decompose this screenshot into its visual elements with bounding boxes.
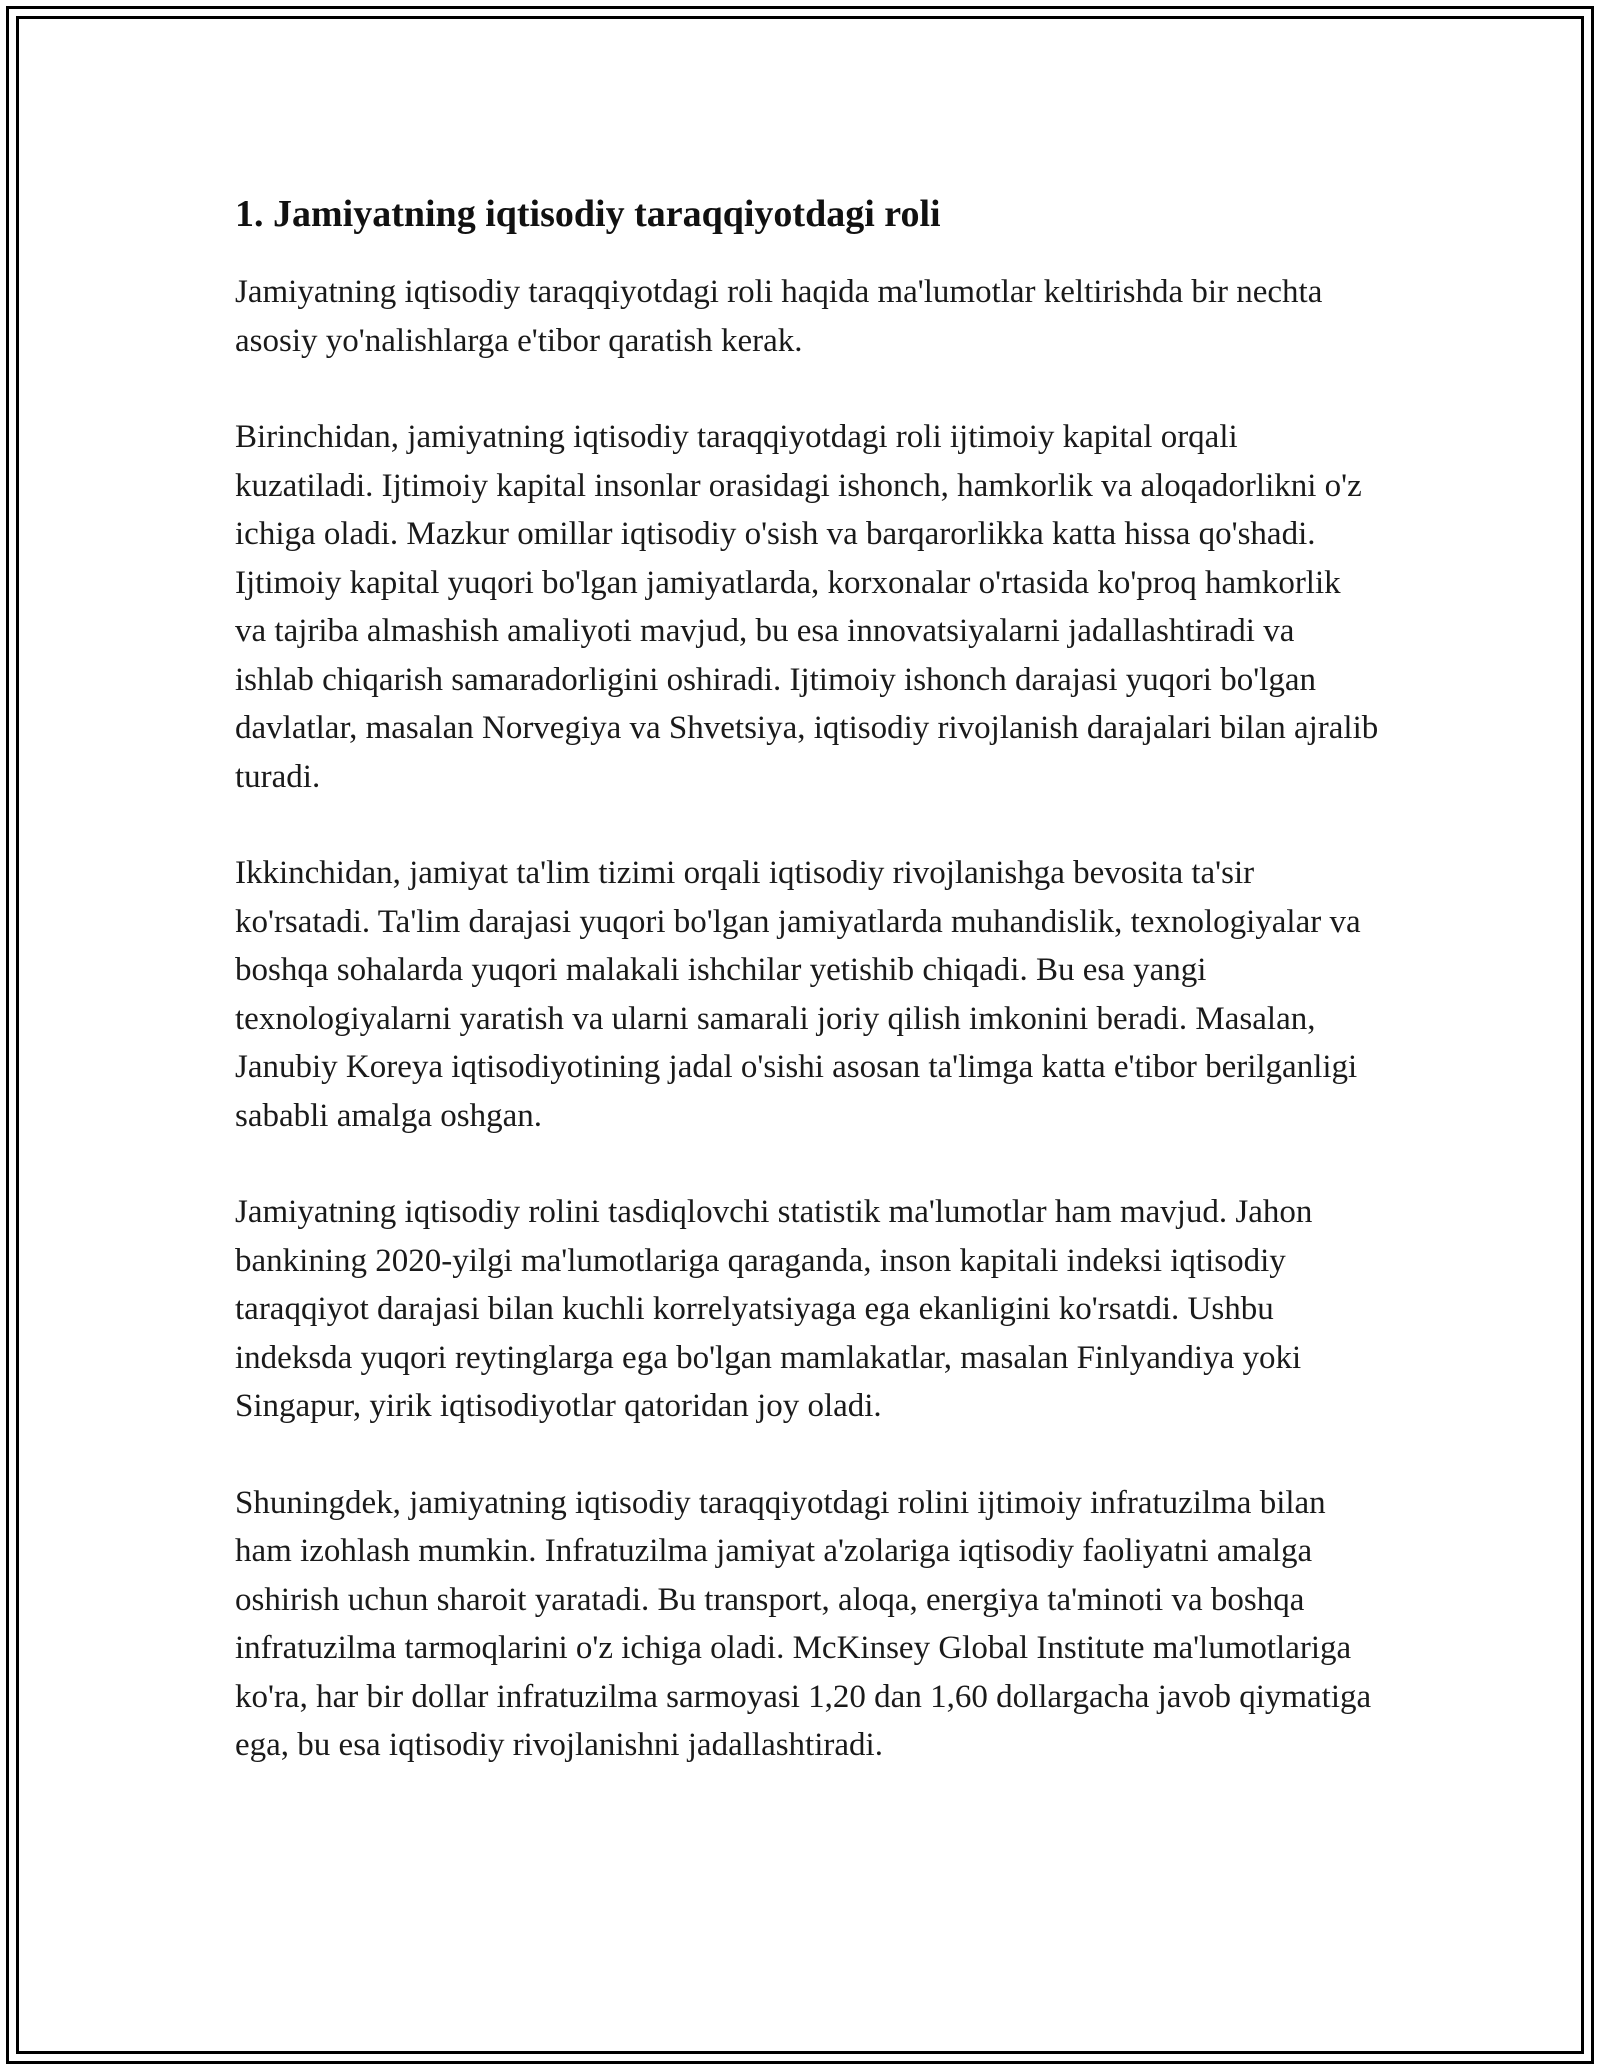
paragraph-infrastructure: Shuningdek, jamiyatning iqtisodiy taraqqiyotdagi rolini ijtimoiy infratuzilma bilan ham izohlash mumkin. Infratuzilma jamiyat a'zolariga iqtisodiy faoliyatni amalga oshirish uchun sharoit yaratadi. Bu transport, aloqa, energiya ta'minoti va boshqa infratuzilma tarmoqlarini o'z ichiga oladi. McKinsey Global Institute ma'lumotlariga ko'ra, har bir dollar infratuzilma sarmoyasi 1,20 dan 1,60 dollargacha javob qiymatiga ega, bu esa iqtisodiy rivojlanishni jadallashtiradi. bbox=[235, 1484, 1372, 1763]
document-body bbox=[235, 188, 1380, 1818]
paragraph-intro: Jamiyatning iqtisodiy taraqqiyotdagi roli haqida ma'lumotlar keltirishda bir nechta asosiy yo'nalishlarga e'tibor qaratish kerak. bbox=[235, 274, 1323, 359]
section-heading: 1. Jamiyatning iqtisodiy taraqqiyotdagi roli bbox=[235, 193, 941, 235]
paragraph-statistics: Jamiyatning iqtisodiy rolini tasdiqlovchi statistik ma'lumotlar ham mavjud. Jahon bankining 2020-yilgi ma'lumotlariga qaraganda, inson kapitali indeksi iqtisodiy taraqqiyot darajasi bilan kuchli korrelyatsiyaga ega ekanligini ko'rsatdi. Ushbu indeksda yuqori reytinglarga ega bo'lgan mamlakatlar, masalan Finlyandiya yoki Singapur, yirik iqtisodiyotlar qatoridan joy oladi. bbox=[235, 1194, 1313, 1424]
paragraph-education: Ikkinchidan, jamiyat ta'lim tizimi orqali iqtisodiy rivojlanishga bevosita ta'sir ko'rsatadi. Ta'lim darajasi yuqori bo'lgan jamiyatlarda muhandislik, texnologiyalar va boshqa sohalarda yuqori malakali ishchilar yetishib chiqadi. Bu esa yangi texnologiyalarni yaratish va ularni samarali joriy qilish imkonini beradi. Masalan, Janubiy Koreya iqtisodiyotining jadal o'sishi asosan ta'limga katta e'tibor berilganligi sababli amalga oshgan. bbox=[235, 855, 1361, 1134]
paragraph-social-capital: Birinchidan, jamiyatning iqtisodiy taraqqiyotdagi roli ijtimoiy kapital orqali kuzatiladi. Ijtimoiy kapital insonlar orasidagi ishonch, hamkorlik va aloqadorlikni o'z ichiga oladi. Mazkur omillar iqtisodiy o'sish va barqarorlikka katta hissa qo'shadi. Ijtimoiy kapital yuqori bo'lgan jamiyatlarda, korxonalar o'rtasida ko'proq hamkorlik va tajriba almashish amaliyoti mavjud, bu esa innovatsiyalarni jadallashtiradi va ishlab chiqarish samaradorligini oshiradi. Ijtimoiy ishonch darajasi yuqori bo'lgan davlatlar, masalan Norvegiya va Shvetsiya, iqtisodiy rivojlanish darajalari bilan ajralib turadi. bbox=[235, 419, 1379, 795]
